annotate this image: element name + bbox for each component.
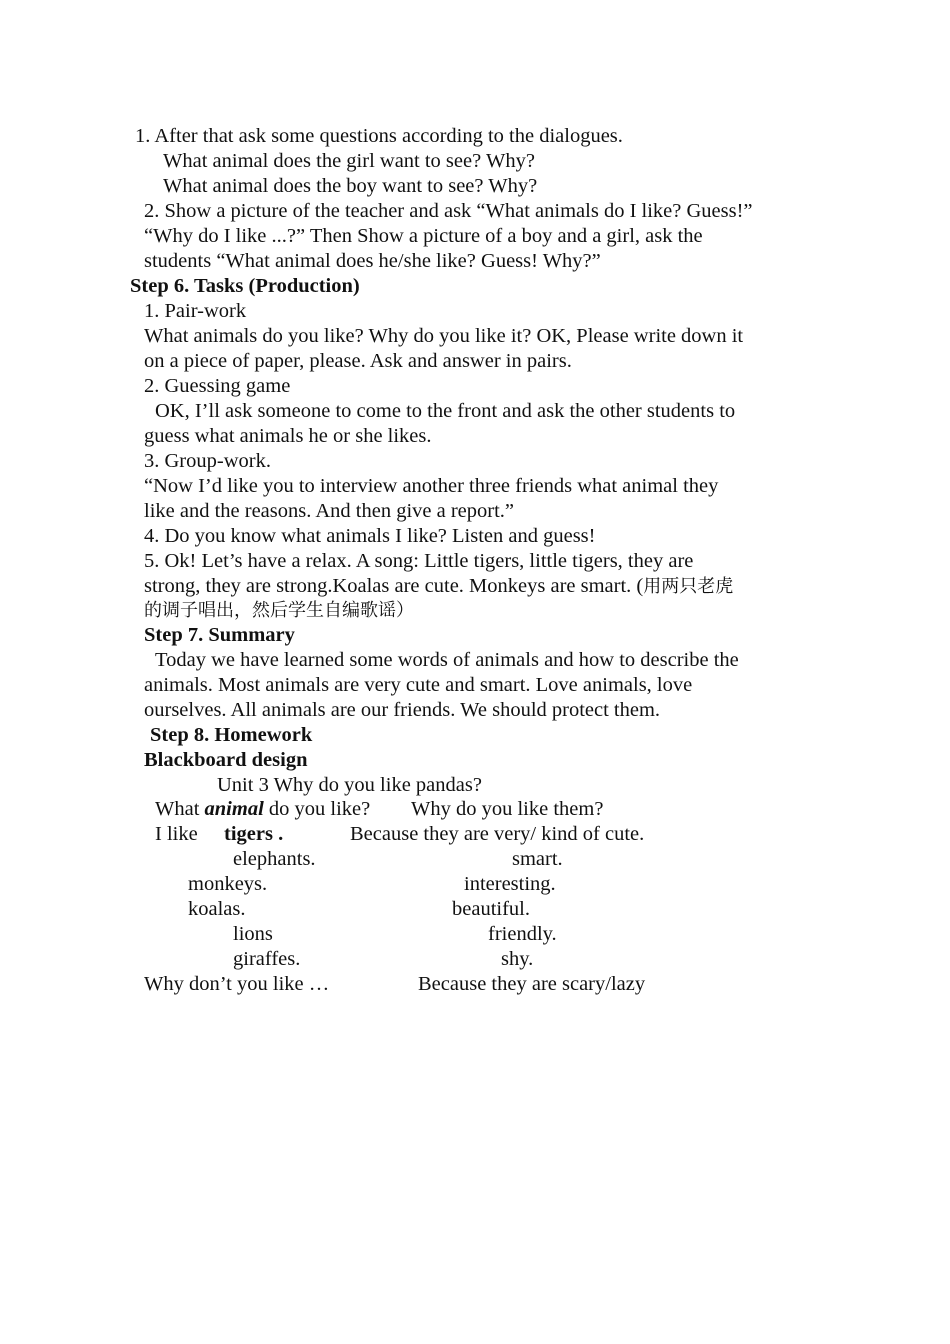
animal-item: koalas. [188, 898, 246, 920]
summary-line-2: animals. Most animals are very cute and smart. Love animals, love [144, 674, 693, 696]
because-cute: Because they are very/ kind of cute. [350, 823, 645, 845]
summary-line-1: Today we have learned some words of animals and how to describe the [155, 649, 739, 671]
song-chinese-note: 用两只老虎 [643, 576, 734, 597]
intro-question-girl: What animal does the girl want to see? Why? [163, 150, 535, 172]
question-what: What [155, 798, 200, 820]
group-work-line-1: “Now I’d like you to interview another three friends what animal they [144, 475, 719, 497]
blackboard-why-question: Why do you like them? [411, 798, 604, 820]
pair-work-line-1: What animals do you like? Why do you like it? OK, Please write down it [144, 325, 744, 347]
step6-item-5-line-1: 5. Ok! Let’s have a relax. A song: Little tigers, little tigers, they are [144, 550, 694, 572]
intro-item-1: 1. After that ask some questions according to the dialogues. [135, 125, 623, 147]
adjective-item: friendly. [488, 923, 557, 945]
song-chinese-note-continued: 的调子唱出，然后学生自编歌谣） [144, 600, 414, 621]
adjective-item: beautiful. [452, 898, 530, 920]
blackboard-title: Unit 3 Why do you like pandas? [217, 774, 482, 796]
guessing-game-title: 2. Guessing game [144, 375, 291, 397]
adjective-item: smart. [512, 848, 563, 870]
animal-item: elephants. [233, 848, 316, 870]
step8-heading: Step 8. Homework [150, 724, 313, 746]
animal-item: lions [233, 923, 273, 945]
because-scary-lazy: Because they are scary/lazy [418, 973, 646, 995]
intro-item-2-line-1: 2. Show a picture of the teacher and ask “What animals do I like? Guess!” [144, 200, 753, 222]
animal-item: giraffes. [233, 948, 301, 970]
intro-item-2-line-3: students “What animal does he/she like? Guess! Why?” [144, 250, 601, 272]
group-work-line-2: like and the reasons. And then give a report.” [144, 500, 515, 522]
blackboard-question [155, 797, 370, 822]
animal-item: monkeys. [188, 873, 268, 895]
step6-heading: Step 6. Tasks (Production) [130, 275, 360, 297]
intro-question-boy: What animal does the boy want to see? Why? [163, 175, 538, 197]
song-english-text: strong, they are strong.Koalas are cute. Monkeys are smart. ( [144, 575, 644, 597]
pair-work-line-2: on a piece of paper, please. Ask and answer in pairs. [144, 350, 572, 372]
pair-work-title: 1. Pair-work [144, 300, 247, 322]
blackboard-heading: Blackboard design [144, 749, 308, 771]
why-dont-you-like: Why don’t you like … [144, 973, 330, 995]
animal-tigers: tigers . [224, 823, 284, 845]
guessing-game-line-1: OK, I’ll ask someone to come to the front and ask the other students to [155, 400, 736, 422]
adjective-item: shy. [501, 948, 534, 970]
step7-heading: Step 7. Summary [144, 624, 295, 646]
group-work-title: 3. Group-work. [144, 450, 271, 472]
i-like-label: I like [155, 823, 198, 845]
step6-item-4: 4. Do you know what animals I like? Listen and guess! [144, 525, 596, 547]
adjective-item: interesting. [464, 873, 556, 895]
guessing-game-line-2: guess what animals he or she likes. [144, 425, 432, 447]
step6-item-5-line-2 [144, 574, 733, 599]
question-emphasis: animal [204, 798, 264, 820]
intro-item-2-line-2: “Why do I like ...?” Then Show a picture of a boy and a girl, ask the [144, 225, 703, 247]
summary-line-3: ourselves. All animals are our friends. We should protect them. [144, 699, 661, 721]
question-rest: do you like? [268, 798, 371, 820]
